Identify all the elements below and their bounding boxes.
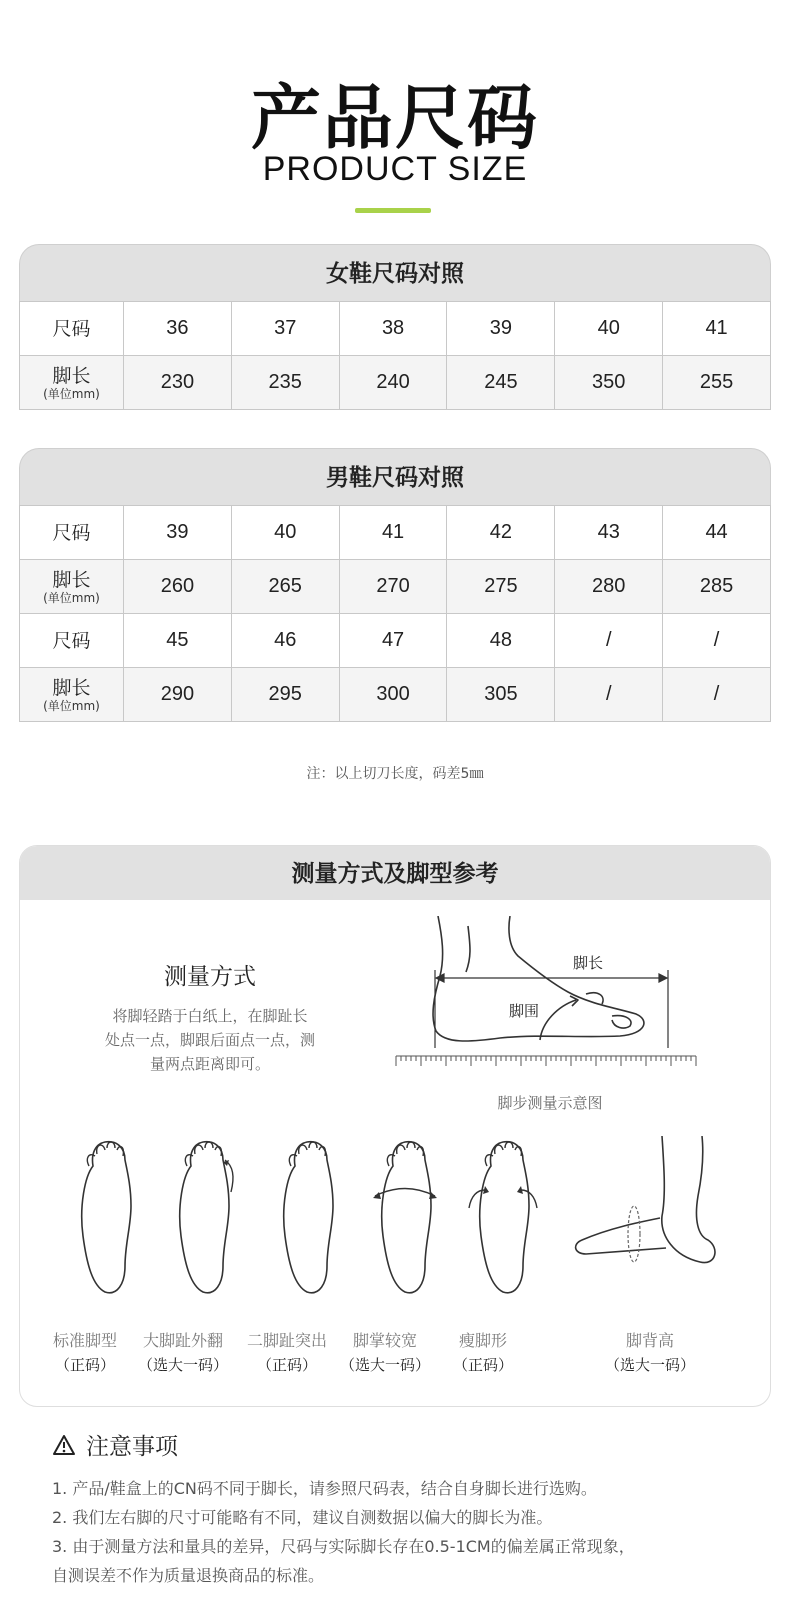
- notice-title-text: 注意事项: [86, 1434, 178, 1460]
- ruler-icon: [396, 1056, 696, 1066]
- row-label: [20, 302, 124, 356]
- method-desc-line: 处点一点，脚跟后面点一点，测: [104, 1031, 315, 1049]
- row-label: [20, 614, 124, 668]
- size-cell: 285: [663, 560, 771, 614]
- foot-type-name: 大脚趾外翻: [142, 1331, 223, 1350]
- size-cell: 275: [447, 560, 555, 614]
- high-instep-foot-icon: [570, 1136, 730, 1301]
- size-cell: 41: [663, 302, 771, 356]
- notice-title: [52, 1428, 178, 1461]
- page-title: 产品尺码: [251, 77, 539, 159]
- size-cell: 245: [447, 356, 555, 410]
- foot-type-name: 脚掌较宽: [352, 1331, 417, 1350]
- foot-type-name: 瘦脚形: [458, 1331, 507, 1350]
- size-cell: 265: [231, 560, 339, 614]
- row-label-main: 尺码: [52, 629, 91, 652]
- size-cell: 230: [124, 356, 232, 410]
- row-label: [20, 506, 124, 560]
- method-desc-line: 量两点距离即可。: [149, 1055, 270, 1073]
- size-cell: 270: [339, 560, 447, 614]
- standard-foot-icon: [55, 1136, 145, 1301]
- table-row: [20, 302, 771, 356]
- size-cell: /: [663, 614, 771, 668]
- row-label-main: 脚长: [52, 568, 91, 591]
- table-row: [20, 560, 771, 614]
- warning-icon: [52, 1434, 76, 1456]
- size-cell: 235: [231, 356, 339, 410]
- foot-type-size-tip: （正码）: [256, 1356, 317, 1374]
- diagram-caption: 脚步测量示意图: [497, 1094, 603, 1112]
- diagram-girth-label: 脚围: [508, 1002, 540, 1020]
- size-cell: /: [555, 668, 663, 722]
- size-cell: 39: [124, 506, 232, 560]
- women-size-chart: [19, 244, 771, 410]
- table-row: [20, 668, 771, 722]
- page-subtitle: PRODUCT SIZE: [262, 150, 528, 188]
- table-row: [20, 614, 771, 668]
- foot-type-item: [570, 1136, 690, 1301]
- size-cell: 43: [555, 506, 663, 560]
- method-title: 测量方式: [164, 964, 256, 990]
- size-cell: 255: [663, 356, 771, 410]
- foot-type-item: [138, 1136, 258, 1301]
- notice-item: 2. 我们左右脚的尺寸可能略有不同，建议自测数据以偏大的脚长为准。: [52, 1508, 553, 1527]
- women-size-table: [19, 301, 771, 410]
- row-label: [20, 560, 124, 614]
- size-cell: /: [663, 668, 771, 722]
- row-label-main: 尺码: [52, 317, 91, 340]
- row-label-main: 尺码: [52, 521, 91, 544]
- diagram-length-label: 脚长: [572, 954, 604, 972]
- foot-type-size-tip: （选大一码）: [137, 1356, 228, 1374]
- notice-item: 自测误差不作为质量退换商品的标准。: [52, 1566, 325, 1585]
- foot-type-name: 二脚趾突出: [246, 1331, 327, 1350]
- size-cell: 260: [124, 560, 232, 614]
- slim-foot-icon: [453, 1136, 543, 1301]
- men-size-table: [19, 505, 771, 722]
- method-desc-line: 将脚轻踏于白纸上，在脚趾长: [112, 1007, 308, 1025]
- foot-type-size-tip: （正码）: [452, 1356, 513, 1374]
- size-note: 注：以上切刀长度，码差5㎜: [306, 766, 484, 782]
- foot-type-size-tip: （选大一码）: [604, 1356, 695, 1374]
- size-cell: 41: [339, 506, 447, 560]
- size-cell: 280: [555, 560, 663, 614]
- table-row: [20, 356, 771, 410]
- wide-foot-icon: [355, 1136, 445, 1301]
- row-label-main: 脚长: [52, 676, 91, 699]
- size-cell: 44: [663, 506, 771, 560]
- row-label-main: 脚长: [52, 364, 91, 387]
- men-size-chart-title: 男鞋尺码对照: [19, 448, 771, 505]
- women-size-chart-title: 女鞋尺码对照: [19, 244, 771, 301]
- row-label: [20, 356, 124, 410]
- title-accent-bar: [355, 208, 431, 213]
- table-row: [20, 506, 771, 560]
- size-cell: 290: [124, 668, 232, 722]
- size-cell: 45: [124, 614, 232, 668]
- foot-type-name: 脚背高: [625, 1331, 674, 1350]
- size-cell: 36: [124, 302, 232, 356]
- notice-item: 3. 由于测量方法和量具的差异，尺码与实际脚长存在0.5-1CM的偏差属正常现象，: [52, 1537, 635, 1556]
- measurement-card-title: 测量方式及脚型参考: [20, 846, 770, 900]
- size-cell: 40: [555, 302, 663, 356]
- size-cell: 37: [231, 302, 339, 356]
- row-label-unit: (单位mm): [43, 698, 100, 713]
- row-label: [20, 668, 124, 722]
- foot-type-size-tip: （选大一码）: [339, 1356, 430, 1374]
- size-cell: 305: [447, 668, 555, 722]
- notice-list: [52, 1474, 752, 1590]
- foot-type-name: 标准脚型: [52, 1331, 117, 1350]
- foot-type-size-tip: （正码）: [54, 1356, 115, 1374]
- second-toe-foot-icon: [257, 1136, 347, 1301]
- foot-type-item: [438, 1136, 558, 1301]
- size-cell: 47: [339, 614, 447, 668]
- size-cell: 38: [339, 302, 447, 356]
- measurement-card: [19, 845, 771, 1407]
- row-label-unit: (单位mm): [43, 386, 100, 401]
- size-cell: 40: [231, 506, 339, 560]
- size-cell: 42: [447, 506, 555, 560]
- method-description: [80, 1004, 340, 1076]
- notice-item: 1. 产品/鞋盒上的CN码不同于脚长，请参照尺码表，结合自身脚长进行选购。: [52, 1479, 597, 1498]
- size-cell: 295: [231, 668, 339, 722]
- foot-measure-diagram: [390, 916, 710, 1086]
- row-label-unit: (单位mm): [43, 590, 100, 605]
- size-cell: 240: [339, 356, 447, 410]
- size-cell: /: [555, 614, 663, 668]
- size-cell: 48: [447, 614, 555, 668]
- size-cell: 39: [447, 302, 555, 356]
- size-cell: 46: [231, 614, 339, 668]
- men-size-chart: [19, 448, 771, 722]
- size-cell: 350: [555, 356, 663, 410]
- size-cell: 300: [339, 668, 447, 722]
- bunion-foot-icon: [153, 1136, 243, 1301]
